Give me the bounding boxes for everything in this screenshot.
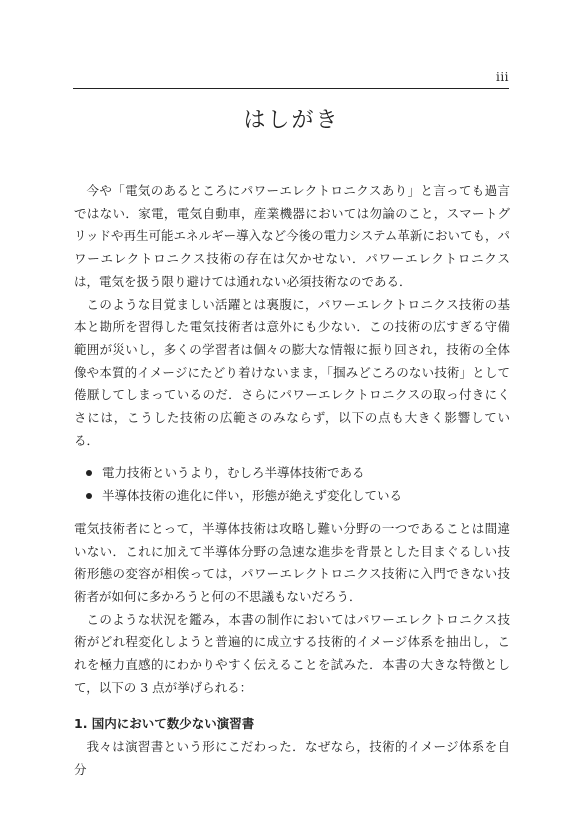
bullet-item (86, 462, 510, 485)
paragraph-2: このような目覚ましい活躍とは裏腹に，パワーエレクトロニクス技術の基本と勘所を習得した電気技術者は意外にも少ない．この技術の広すぎる守備範囲が災いし，多くの学習者は個々の膨大な情報に振り回され，技術の全体像や本質的イメージにたどり着けないまま，「掴みどころのない技術」として倦厭してしまっているのだ．さらにパワーエレクトロニクスの取っ付きにくさには，こうした技術の広範さのみならず，以下の点も大きく影響している． (74, 296, 510, 448)
paragraph-4: このような状況を鑑み，本書の制作においてはパワーエレクトロニクス技術がどれ程変化しようと普遍的に成立する技術的イメージ体系を抽出し，これを極力直感的にわかりやすく伝えることを試みた．本書の大きな特徴として，以下の 3 点が挙げられる： (74, 611, 510, 695)
section-text: 我々は演習書という形にこだわった．なぜなら，技術的イメージ体系を自分 (74, 739, 510, 777)
bullet-text: 電力技術というより，むしろ半導体技術である (102, 465, 365, 481)
page-title: はしがき (243, 108, 340, 133)
bullet-dot-icon (86, 493, 92, 499)
bullet-text: 半導体技術の進化に伴い，形態が絶えず変化している (102, 488, 403, 504)
page-number: iii (495, 70, 509, 84)
paragraph-1: 今や「電気のあるところにパワーエレクトロニクスあり」と言っても過言ではない．家電，電気自動車，産業機器においては勿論のこと，スマートグリッドや再生可能エネルギー導入など今後の電力システム革新においても，パワーエレクトロニクス技術の存在は欠かせない．パワーエレクトロニクスは，電気を扱う限り避けては通れない必須技術なのである． (74, 183, 510, 289)
bullet-list (86, 462, 510, 507)
section-heading: 1. 国内において数少ない演習書 (74, 716, 255, 732)
header-rule (73, 88, 509, 89)
bullet-item (86, 485, 510, 508)
bullet-dot-icon (86, 470, 92, 476)
paragraph-3: 電気技術者にとって，半導体技術は攻略し難い分野の一つであることは間違いない．これに加えて半導体分野の急速な進歩を背景とした目まぐるしい技術形態の変容が相俟っては，パワーエレクトロニクス技術に入門できない技術者が如何に多かろうと何の不思議もないだろう． (74, 520, 510, 604)
body-text (74, 180, 510, 782)
